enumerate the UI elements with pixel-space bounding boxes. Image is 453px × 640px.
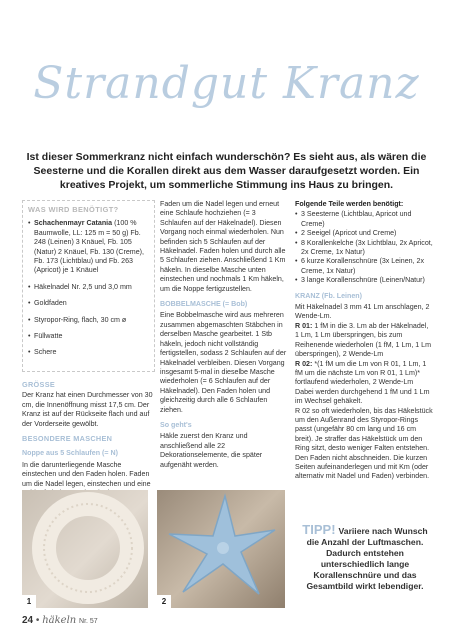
materials-item: • Füllwatte <box>28 332 149 341</box>
row-01 <box>295 322 433 360</box>
row-01-text: 1 fM in die 3. Lm ab der Häkelnadel, 1 Lm, 1 Lm überspringen, bis zum Reihenende wiederholen (1 fM, 1 Lm, 1 Lm überspringen), 2 Wende-Lm <box>295 321 432 359</box>
size-heading: GRÖSSE <box>22 379 56 389</box>
column-3 <box>295 200 433 482</box>
issue-number: Nr. 57 <box>79 618 98 625</box>
parts-item: • 8 Korallenkelche (3x Lichtblau, 2x Apricot, 2x Creme, 1x Natur) <box>295 239 433 258</box>
parts-list <box>295 210 433 285</box>
tip-label: TIPP! <box>302 522 336 537</box>
noppe-heading: Noppe aus 5 Schlaufen (= N) <box>22 449 118 458</box>
materials-item: • Schere <box>28 348 149 357</box>
howto-text: Häkle zuerst den Kranz und anschließend alle 22 Dekorationselemente, die später aufgenäht werden. <box>160 432 263 469</box>
materials-item: • Häkelnadel Nr. 2,5 und 3,0 mm <box>28 283 149 292</box>
parts-item: • 3 Seesterne (Lichtblau, Apricot und Creme) <box>295 210 433 229</box>
page-footer <box>22 615 98 626</box>
noppe-text-continued: Faden um die Nadel legen und erneut eine Schlaufe hochziehen (= 3 Schlaufen auf der Häkelnadel). Diesen Vorgang noch einmal wiederholen. Nun befinden sich 5 Schlaufen auf der Häkelnadel. Faden holen und durch alle 5 Schlaufen ziehen. Anschließend 1 Km häkeln. In dieselbe Masche unten einstechen und nochmals 1 Km häkeln, um die Noppe fertigzustellen. <box>160 200 286 293</box>
row-02-note: Dabei werden durchgehend 1 fM und 1 Lm im Wechsel gehäkelt. <box>295 387 430 406</box>
photo-starfish <box>157 490 285 608</box>
parts-item: • 6 kurze Korallenschnüre (3x Leinen, 2x Creme, 1x Natur) <box>295 257 433 276</box>
page-number: 24 <box>22 615 34 626</box>
howto-heading: So geht's <box>160 420 192 429</box>
intro-text: Ist dieser Sommerkranz nicht einfach wunderschön? Es sieht aus, als wären die Seesterne und die Korallen direkt aus dem Wasser daraufgesetzt worden. Ein kreatives Projekt, um sommerliche Stimmung ins Haus zu bringen. <box>26 151 427 191</box>
starfish-illustration <box>157 490 285 608</box>
materials-item-text: (100 % Baumwolle, LL: 125 m = 50 g) Fb. 248 (Leinen) 3 Knäuel, Fb. 105 (Natur) 2 Knäuel, Fb. 130 (Creme), Fb. 173 (Lichtblau) und Fb. 263 (Apricot) je 1 Knäuel <box>34 219 144 275</box>
noppe-text: In die darunterliegende Masche einstechen und den Faden holen. Faden um die Nadel legen, einstechen und eine <box>22 460 151 488</box>
column-2 <box>160 200 288 470</box>
row-02 <box>295 360 433 388</box>
parts-item: • 3 lange Korallenschnüre (Leinen/Natur) <box>295 276 433 285</box>
size-text: Der Kranz hat einen Durchmesser von 30 cm, die Innenöffnung misst 17,5 cm. Der Kranz ist auf der Rückseite flach und auf der Vorderseite gewölbt. <box>22 391 153 428</box>
materials-list <box>28 219 149 357</box>
tip-box <box>300 524 430 592</box>
materials-item: • Styropor-Ring, flach, 30 cm ø <box>28 316 149 325</box>
parts-item: • 2 Seeigel (Apricot und Creme) <box>295 229 433 238</box>
magazine-name: häkeln <box>42 615 77 626</box>
wreath-ring-illustration <box>22 490 148 608</box>
kranz-heading: KRANZ (Fb. Leinen) <box>295 291 362 300</box>
row-02-label: R 02: <box>295 359 313 368</box>
bobbel-heading: BOBBELMASCHE (= Bob) <box>160 300 248 309</box>
special-stitches-heading: BESONDERE MASCHEN <box>22 433 113 443</box>
materials-box <box>22 200 155 372</box>
finishing-text: R 02 so oft wiederholen, bis das Häkelstück um den Außenrand des Styropor-Rings passt (ungefähr 80 cm lang und 16 cm breit). Je straffer das Häkelstück um den Ring sitzt, desto weniger Falten entstehen. Den Faden nicht abschneiden. Die kurzen Seiten aufeinanderlegen und mit Km (oder alternativ mit Nadel und Faden) verbinden. <box>295 406 433 481</box>
row-02-text: *(1 fM um die Lm von R 01, 1 Lm, 1 fM um die nächste Lm von R 01, 1 Lm)* fortlaufend wiederholen, 2 Wende-Lm <box>295 359 427 387</box>
materials-heading: WAS WIRD BENÖTIGT? <box>28 205 119 214</box>
kranz-intro: Mit Häkelnadel 3 mm 41 Lm anschlagen, 2 Wende-Lm. <box>295 303 430 321</box>
row-01-label: R 01: <box>295 321 313 330</box>
tip-text: Variiere nach Wunsch die Anzahl der Luftmaschen. Dadurch entstehen unterschiedlich lange Korallenschnüre und das Gesamtbild wirkt lebendiger. <box>306 526 428 591</box>
parts-heading: Folgende Teile werden benötigt: <box>295 200 404 208</box>
bobbel-text: Eine Bobbelmasche wird aus mehreren zusammen abgemaschten Stäbchen in derselben Masche gearbeitet. 1 Stb häkeln, jedoch nicht vollständig fertigstellen, sodass 2 Schlaufen auf der Häkelnadel verbleiben. Diesen Vorgang insgesamt 5-mal in dieselbe Masche wiederholen (= 6 Schlaufen auf der Häkelnadel). Den Faden holen und gleichzeitig durch alle 6 Schlaufen ziehen. <box>160 311 287 414</box>
footer-bullet: • <box>35 615 40 626</box>
column-1 <box>22 200 155 498</box>
materials-item: • Schachenmayr Catania (100 % Baumwolle, LL: 125 m = 50 g) Fb. 248 (Leinen) 3 Knäuel, Fb. 105 (Natur) 2 Knäuel, Fb. 130 (Creme), Fb. 173 (Lichtblau) und Fb. 263 (Apricot) je 1 Knäuel <box>28 219 149 275</box>
materials-item: • Goldfaden <box>28 299 149 308</box>
photo-number: 1 <box>22 595 36 608</box>
photo-number: 2 <box>157 595 171 608</box>
article-title: Strandgut Kranz <box>33 58 420 109</box>
photo-wreath-ring <box>22 490 148 608</box>
